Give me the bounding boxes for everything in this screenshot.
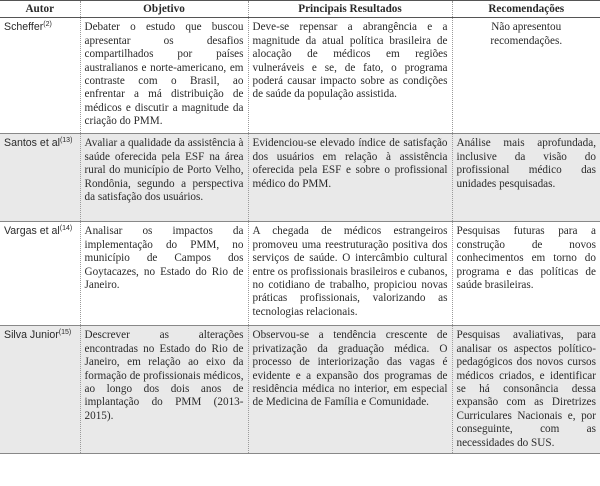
header-autor: Autor	[0, 1, 80, 18]
cell-autor	[0, 134, 80, 222]
cell-autor	[0, 326, 80, 454]
author-name: Santos et al	[4, 137, 60, 150]
cell-recomendacoes: Pesquisas futuras para a construção de novos conhecimentos em torno do programa e das políticas de saúde brasileiras.	[452, 222, 600, 326]
cell-resultados: Observou-se a tendência crescente de privatização da graduação médica. O processo de interiorização das vagas é evidente e a expansão dos programas de residência médica no interior, em especial de Medicina de Família e Comunidade.	[248, 326, 452, 454]
table-body	[0, 18, 600, 454]
table-row	[0, 134, 600, 222]
cell-resultados: Evidenciou-se elevado índice de satisfação dos usuários em relação à assistência oferecida pela ESF e sobre o profissional médico do PMM.	[248, 134, 452, 222]
cell-recomendacoes: Pesquisas avaliativas, para analisar os aspectos político-pedagógicos dos novos cursos médicos criados, e identificar se há consonância dessa expansão com as Diretrizes Curriculares Nacionais e, por conseguinte, com as necessidades do SUS.	[452, 326, 600, 454]
author-name: Vargas et al	[4, 225, 60, 238]
header-resultados: Principais Resultados	[248, 1, 452, 18]
author-name: Scheffer	[4, 21, 44, 34]
author-ref: (15)	[58, 329, 72, 337]
cell-recomendacoes: Não apresentou recomendações.	[452, 18, 600, 134]
table-row	[0, 18, 600, 134]
header-objetivo: Objetivo	[80, 1, 248, 18]
header-row	[0, 1, 600, 18]
header-recomendacoes: Recomendações	[452, 1, 600, 18]
cell-resultados: Deve-se repensar a abrangência e a magnitude da atual política brasileira de alocação de médicos em regiões vulneráveis e se, de fato, o programa poderá causar impacto sobre as condições de saúde da população assistida.	[248, 18, 452, 134]
table-row	[0, 326, 600, 454]
table-header	[0, 1, 600, 18]
table-row	[0, 222, 600, 326]
cell-objetivo: Avaliar a qualidade da assistência à saúde oferecida pela ESF na área rural do município de Porto Velho, Rondônia, segundo a perspectiva da satisfação dos usuários.	[80, 134, 248, 222]
author-ref: (2)	[43, 21, 52, 29]
author-ref: (14)	[59, 225, 73, 233]
cell-resultados: A chegada de médicos estrangeiros promoveu uma reestruturação positiva dos serviços de saúde. O intercâmbio cultural entre os profissionais brasileiros e cubanos, no cotidiano de trabalho, propiciou novas práticas profissionais, valorizando as tecnologias relacionais.	[248, 222, 452, 326]
author-ref: (13)	[59, 137, 73, 145]
cell-objetivo: Debater o estudo que buscou apresentar os desafios compartilhados por países australianos e norte-americano, em contraste com o Brasil, ao enfrentar a má distribuição de médicos e discutir a magnitude da criação do PMM.	[80, 18, 248, 134]
cell-objetivo: Analisar os impactos da implementação do PMM, no município de Campos dos Goytacazes, no Estado do Rio de Janeiro.	[80, 222, 248, 326]
cell-autor	[0, 18, 80, 134]
cell-objetivo: Descrever as alterações encontradas no Estado do Rio de Janeiro, em relação ao eixo da formação de profissionais médicos, ao longo dos dois anos de implantação do PMM (2013-2015).	[80, 326, 248, 454]
cell-recomendacoes: Análise mais aprofundada, inclusive da visão do profissional médico das unidades pesquisadas.	[452, 134, 600, 222]
cell-autor	[0, 222, 80, 326]
author-name: Silva Junior	[4, 329, 59, 342]
